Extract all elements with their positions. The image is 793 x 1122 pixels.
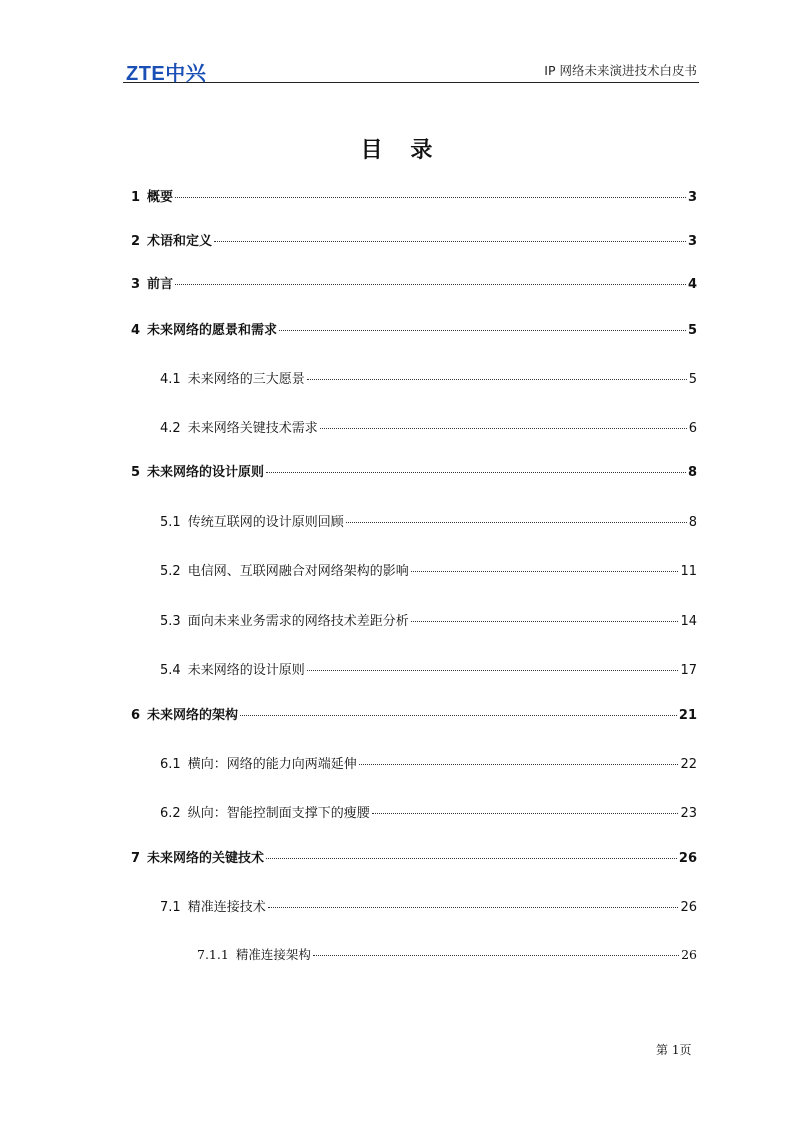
toc-entry-page: 5 <box>688 372 697 387</box>
toc-entry-number: 7 <box>131 851 141 866</box>
toc-entry-number: 5.3 <box>160 614 181 629</box>
toc-dot-leader <box>313 955 679 956</box>
toc-entry-page: 26 <box>681 947 697 962</box>
page-number: 第 1页 <box>656 1043 692 1057</box>
toc-entry-page: 5 <box>687 323 697 338</box>
toc-entry-number: 6.1 <box>160 757 181 772</box>
toc-entry-page: 22 <box>680 757 697 772</box>
toc-entry-page: 17 <box>680 663 697 678</box>
toc-entry-page: 8 <box>687 465 697 480</box>
toc-entry-label: 前言 <box>147 277 174 292</box>
toc-entry-page: 8 <box>688 515 697 530</box>
toc-entry-page: 26 <box>680 900 697 915</box>
toc-entry[interactable] <box>160 659 697 678</box>
toc-entry-page: 14 <box>680 614 697 629</box>
toc-entry-number: 1 <box>131 190 141 205</box>
toc-entry-label: 未来网络的设计原则 <box>147 465 265 480</box>
toc-entry-label: 未来网络关键技术需求 <box>187 421 318 436</box>
toc-dot-leader <box>307 379 687 380</box>
toc-entry-page: 6 <box>688 421 697 436</box>
toc-entry-label: 未来网络的愿景和需求 <box>147 323 278 338</box>
toc-entry-label: 未来网络的关键技术 <box>147 851 265 866</box>
toc-dot-leader <box>411 571 679 572</box>
toc-entry-label: 纵向：智能控制面支撑下的瘦腰 <box>187 806 370 821</box>
page-header <box>123 52 699 83</box>
toc-entry-page: 21 <box>678 708 697 723</box>
toc-entry[interactable] <box>160 753 697 772</box>
toc-dot-leader <box>175 284 686 285</box>
toc-dot-leader <box>307 670 679 671</box>
toc-entry-page: 4 <box>687 277 697 292</box>
toc-entry-number: 5.2 <box>160 564 181 579</box>
toc-entry-label: 概要 <box>147 190 174 205</box>
toc-entry-label: 术语和定义 <box>147 234 213 249</box>
toc-entry[interactable] <box>160 368 697 387</box>
toc-dot-leader <box>175 197 686 198</box>
toc-dot-leader <box>214 241 686 242</box>
toc-entry[interactable] <box>131 273 697 292</box>
toc-entry-page: 23 <box>680 806 697 821</box>
toc-entry-number: 4 <box>131 323 141 338</box>
toc-entry-number: 4.2 <box>160 421 181 436</box>
toc-entry[interactable] <box>160 511 697 530</box>
toc-entry-number: 2 <box>131 234 141 249</box>
toc-entry-number: 7.1.1 <box>197 947 229 962</box>
toc-entry-label: 横向：网络的能力向两端延伸 <box>187 757 357 772</box>
toc-entry-number: 6.2 <box>160 806 181 821</box>
toc-entry-label: 传统互联网的设计原则回顾 <box>187 515 344 530</box>
toc-entry-label: 面向未来业务需求的网络技术差距分析 <box>187 614 409 629</box>
toc-entry[interactable] <box>131 319 697 338</box>
toc-entry[interactable] <box>160 802 697 821</box>
toc-entry[interactable] <box>160 896 697 915</box>
toc-dot-leader <box>346 522 687 523</box>
toc-dot-leader <box>266 858 677 859</box>
toc-entry-number: 5.1 <box>160 515 181 530</box>
toc-dot-leader <box>372 813 679 814</box>
toc-dot-leader <box>279 330 686 331</box>
document-title: IP 网络未来演进技术白皮书 <box>544 63 697 78</box>
toc-entry[interactable] <box>131 704 697 723</box>
toc-entry-label: 未来网络的三大愿景 <box>187 372 305 387</box>
toc-dot-leader <box>320 428 687 429</box>
toc-entry[interactable] <box>160 417 697 436</box>
toc-entry-label: 精准连接技术 <box>187 900 266 915</box>
toc-entry-label: 未来网络的架构 <box>147 708 239 723</box>
toc-dot-leader <box>411 621 679 622</box>
toc-entry-page: 26 <box>678 851 697 866</box>
toc-entry-page: 3 <box>687 234 697 249</box>
toc-entry[interactable] <box>131 186 697 205</box>
toc-entry[interactable] <box>197 945 697 963</box>
toc-entry-label: 电信网、互联网融合对网络架构的影响 <box>187 564 409 579</box>
toc-entry[interactable] <box>131 461 697 480</box>
toc-dot-leader <box>240 715 677 716</box>
toc-entry-number: 4.1 <box>160 372 181 387</box>
toc-dot-leader <box>359 764 679 765</box>
toc-entry[interactable] <box>160 610 697 629</box>
toc-dot-leader <box>266 472 686 473</box>
toc-entry-label: 未来网络的设计原则 <box>187 663 305 678</box>
toc-entry-number: 6 <box>131 708 141 723</box>
toc-entry-number: 5 <box>131 465 141 480</box>
toc-entry[interactable] <box>131 847 697 866</box>
toc-entry-number: 5.4 <box>160 663 181 678</box>
toc-entry-number: 7.1 <box>160 900 181 915</box>
toc-entry-page: 3 <box>687 190 697 205</box>
toc-entry-number: 3 <box>131 277 141 292</box>
toc-title: 目 录 <box>360 138 443 163</box>
toc-dot-leader <box>268 907 679 908</box>
toc-entry[interactable] <box>160 560 697 579</box>
toc-entry-page: 11 <box>680 564 697 579</box>
toc-entry-label: 精准连接架构 <box>235 947 311 962</box>
zte-logo: ZTE中兴 <box>126 63 207 85</box>
toc-entry[interactable] <box>131 230 697 249</box>
